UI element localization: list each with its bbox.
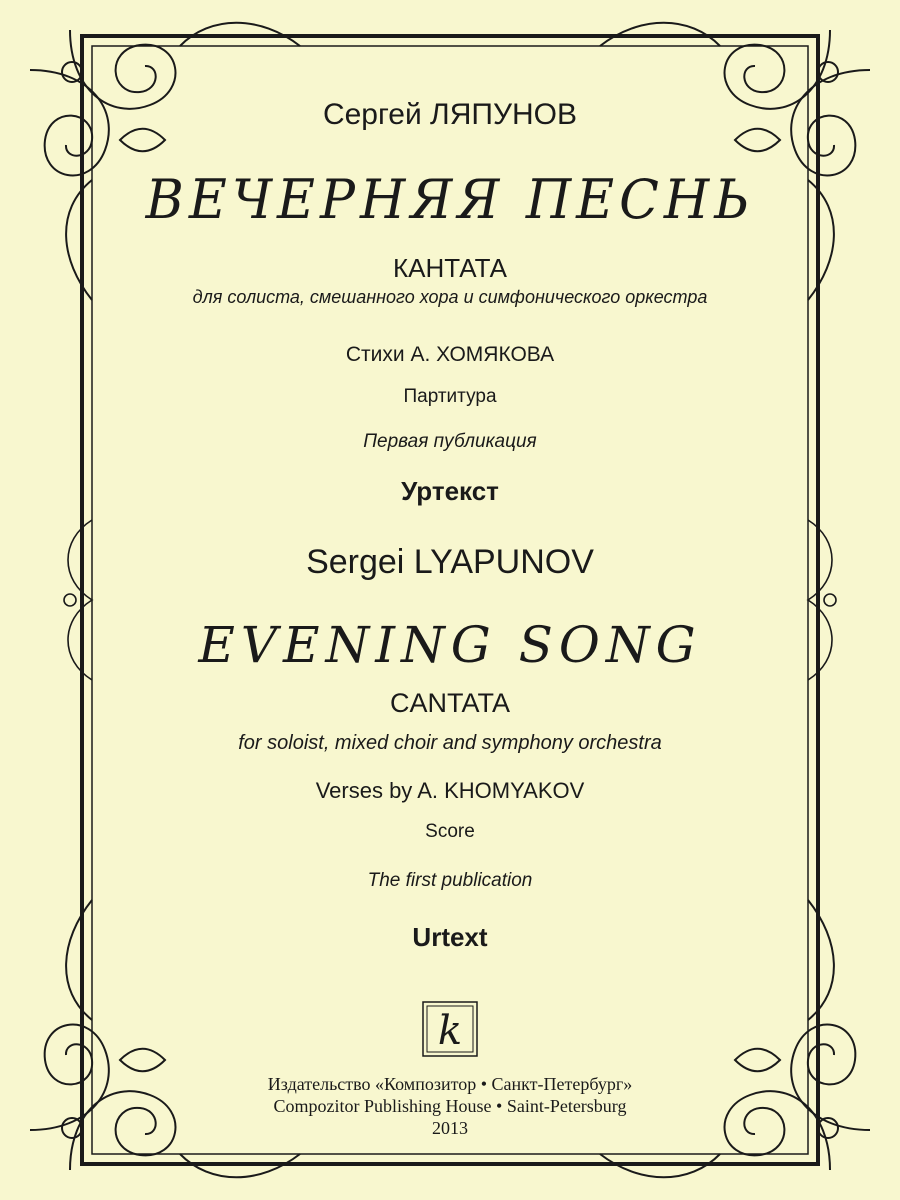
verses-credit-ru: Стихи А. ХОМЯКОВА	[345, 343, 555, 366]
verses-credit-en: Verses by A. KHOMYAKOV	[315, 778, 585, 803]
scoring-ru: для солиста, смешанного хора и симфонического оркестра	[192, 287, 708, 307]
publisher-logo-letter: k	[437, 1008, 463, 1054]
publication-year: 2013	[432, 1118, 468, 1138]
publisher-line-en: Compozitor Publishing House • Saint-Petersburg	[273, 1096, 627, 1116]
genre-ru: КАНТАТА	[393, 253, 507, 283]
scoring-en: for soloist, mixed choir and symphony orchestra	[238, 732, 662, 754]
composer-name-ru: Сергей ЛЯПУНОВ	[322, 98, 578, 131]
first-publication-ru: Первая публикация	[363, 431, 537, 452]
urtext-label-en: Urtext	[412, 922, 488, 952]
publisher-logo	[421, 1000, 479, 1058]
score-label-en: Score	[425, 821, 475, 842]
score-label-ru: Партитура	[403, 386, 497, 407]
composer-name-en: Sergei LYAPUNOV	[306, 543, 594, 581]
first-publication-en: The first publication	[367, 870, 533, 891]
genre-en: CANTATA	[390, 688, 510, 718]
publisher-line-ru: Издательство «Композитор • Санкт-Петербург»	[267, 1074, 633, 1094]
title-ru: ВЕЧЕРНЯЯ ПЕСНЬ	[145, 168, 755, 232]
urtext-label-ru: Уртекст	[401, 476, 499, 506]
title-en: EVENING SONG	[198, 616, 702, 674]
